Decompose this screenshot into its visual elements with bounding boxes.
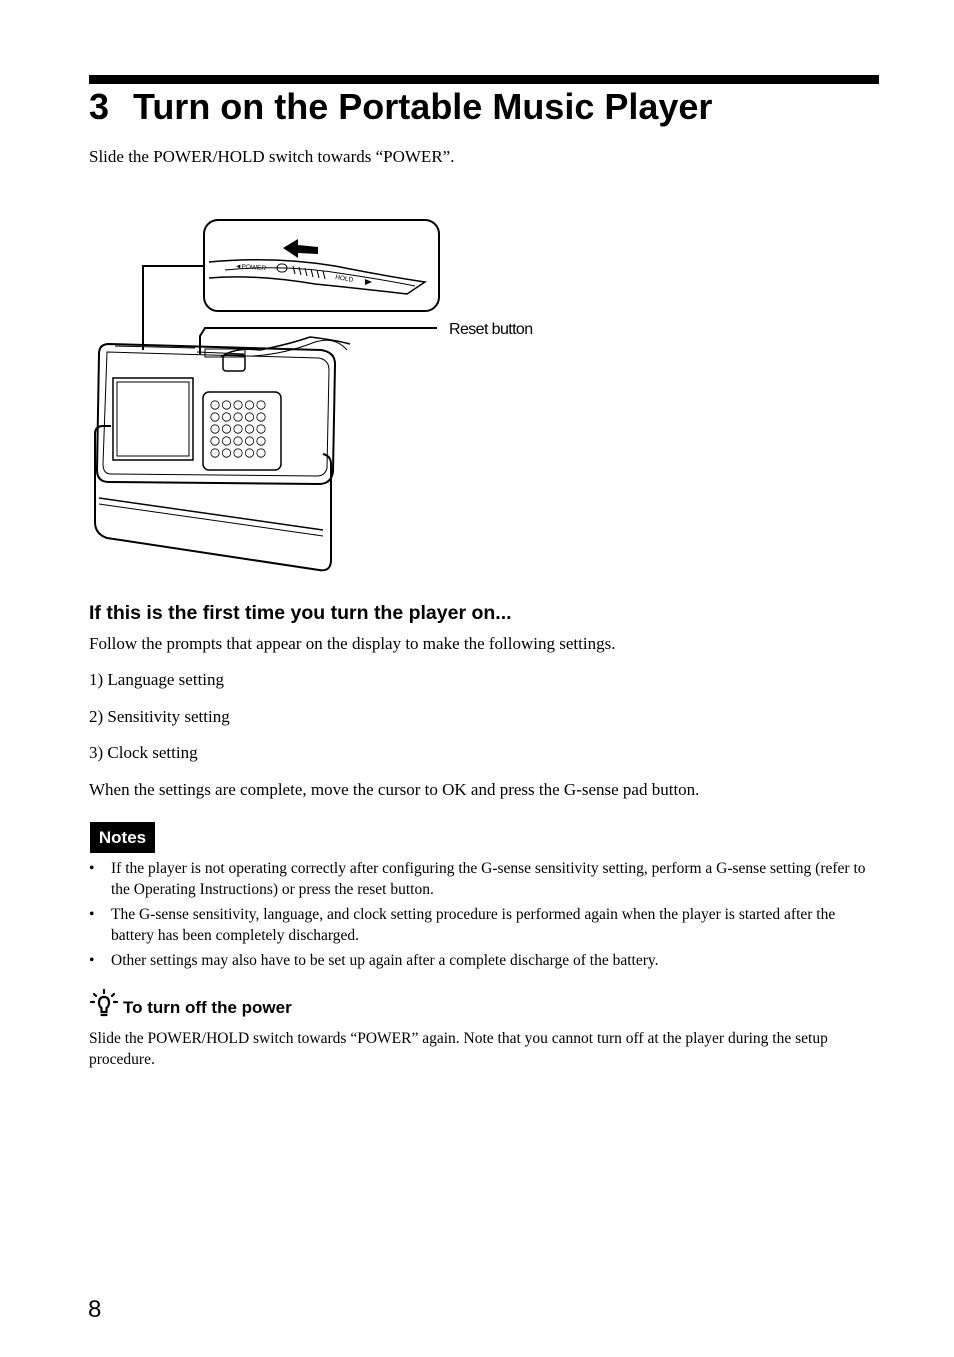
player-illustration [85, 212, 555, 574]
keypad-button [257, 449, 265, 457]
keypad-button [245, 425, 253, 433]
reset-button-label: Reset button [449, 321, 533, 338]
first-time-closing: When the settings are complete, move the cursor to OK and press the G-sense pad button. [89, 780, 700, 799]
lightbulb-icon [88, 988, 120, 1020]
keypad-button [234, 425, 242, 433]
keypad-button [211, 413, 219, 421]
keypad-button [222, 425, 230, 433]
tip-title: To turn off the power [123, 998, 292, 1017]
page-number: 8 [88, 1296, 102, 1323]
keypad-button [222, 437, 230, 445]
keypad-button [234, 413, 242, 421]
keypad-button [245, 449, 253, 457]
note-bullet: • [89, 952, 95, 969]
notes-list [89, 858, 869, 975]
keypad-button [222, 401, 230, 409]
keypad-button [234, 437, 242, 445]
keypad-button [222, 413, 230, 421]
keypad-button [245, 413, 253, 421]
setting-step-1: 1) Language setting [89, 670, 225, 689]
keypad-button [211, 401, 219, 409]
keypad-button [234, 401, 242, 409]
keypad-button [257, 413, 265, 421]
section-title: Turn on the Portable Music Player [133, 86, 713, 127]
keypad-button [211, 449, 219, 457]
notes-badge: Notes [90, 822, 155, 853]
keypad-button [257, 425, 265, 433]
note-text: The G-sense sensitivity, language, and clock setting procedure is performed again when the player is started after the battery has been completely discharged. [111, 906, 836, 944]
note-item [89, 904, 869, 946]
note-bullet: • [89, 906, 95, 923]
switch-hold-label: HOLD [334, 274, 354, 284]
setting-step-3: 3) Clock setting [89, 743, 198, 762]
setting-step-2: 2) Sensitivity setting [89, 707, 230, 726]
keypad-button [222, 449, 230, 457]
note-bullet: • [89, 860, 95, 877]
note-item [89, 950, 869, 971]
intro-text: Slide the POWER/HOLD switch towards “POWER”. [89, 147, 455, 166]
first-time-heading: If this is the first time you turn the player on... [89, 602, 512, 624]
note-item [89, 858, 869, 900]
keypad-button [257, 437, 265, 445]
keypad-button [245, 437, 253, 445]
note-text: If the player is not operating correctly after configuring the G-sense sensitivity setting, perform a G-sense setting (refer to the Operating Instructions) or press the reset button. [111, 860, 866, 898]
note-text: Other settings may also have to be set up again after a complete discharge of the battery. [111, 952, 659, 969]
section-number: 3 [89, 86, 110, 127]
heading-rule [89, 75, 879, 84]
tip-text: Slide the POWER/HOLD switch towards “POWER” again. Note that you cannot turn off at the player during the setup procedure. [89, 1030, 828, 1068]
keypad-button [245, 401, 253, 409]
keypad-button [257, 401, 265, 409]
keypad-button [211, 437, 219, 445]
switch-power-label: ◄POWER [234, 263, 267, 273]
page-title [89, 84, 712, 130]
first-time-intro: Follow the prompts that appear on the display to make the following settings. [89, 634, 616, 653]
keypad-button [211, 425, 219, 433]
keypad [211, 401, 265, 457]
keypad-button [234, 449, 242, 457]
